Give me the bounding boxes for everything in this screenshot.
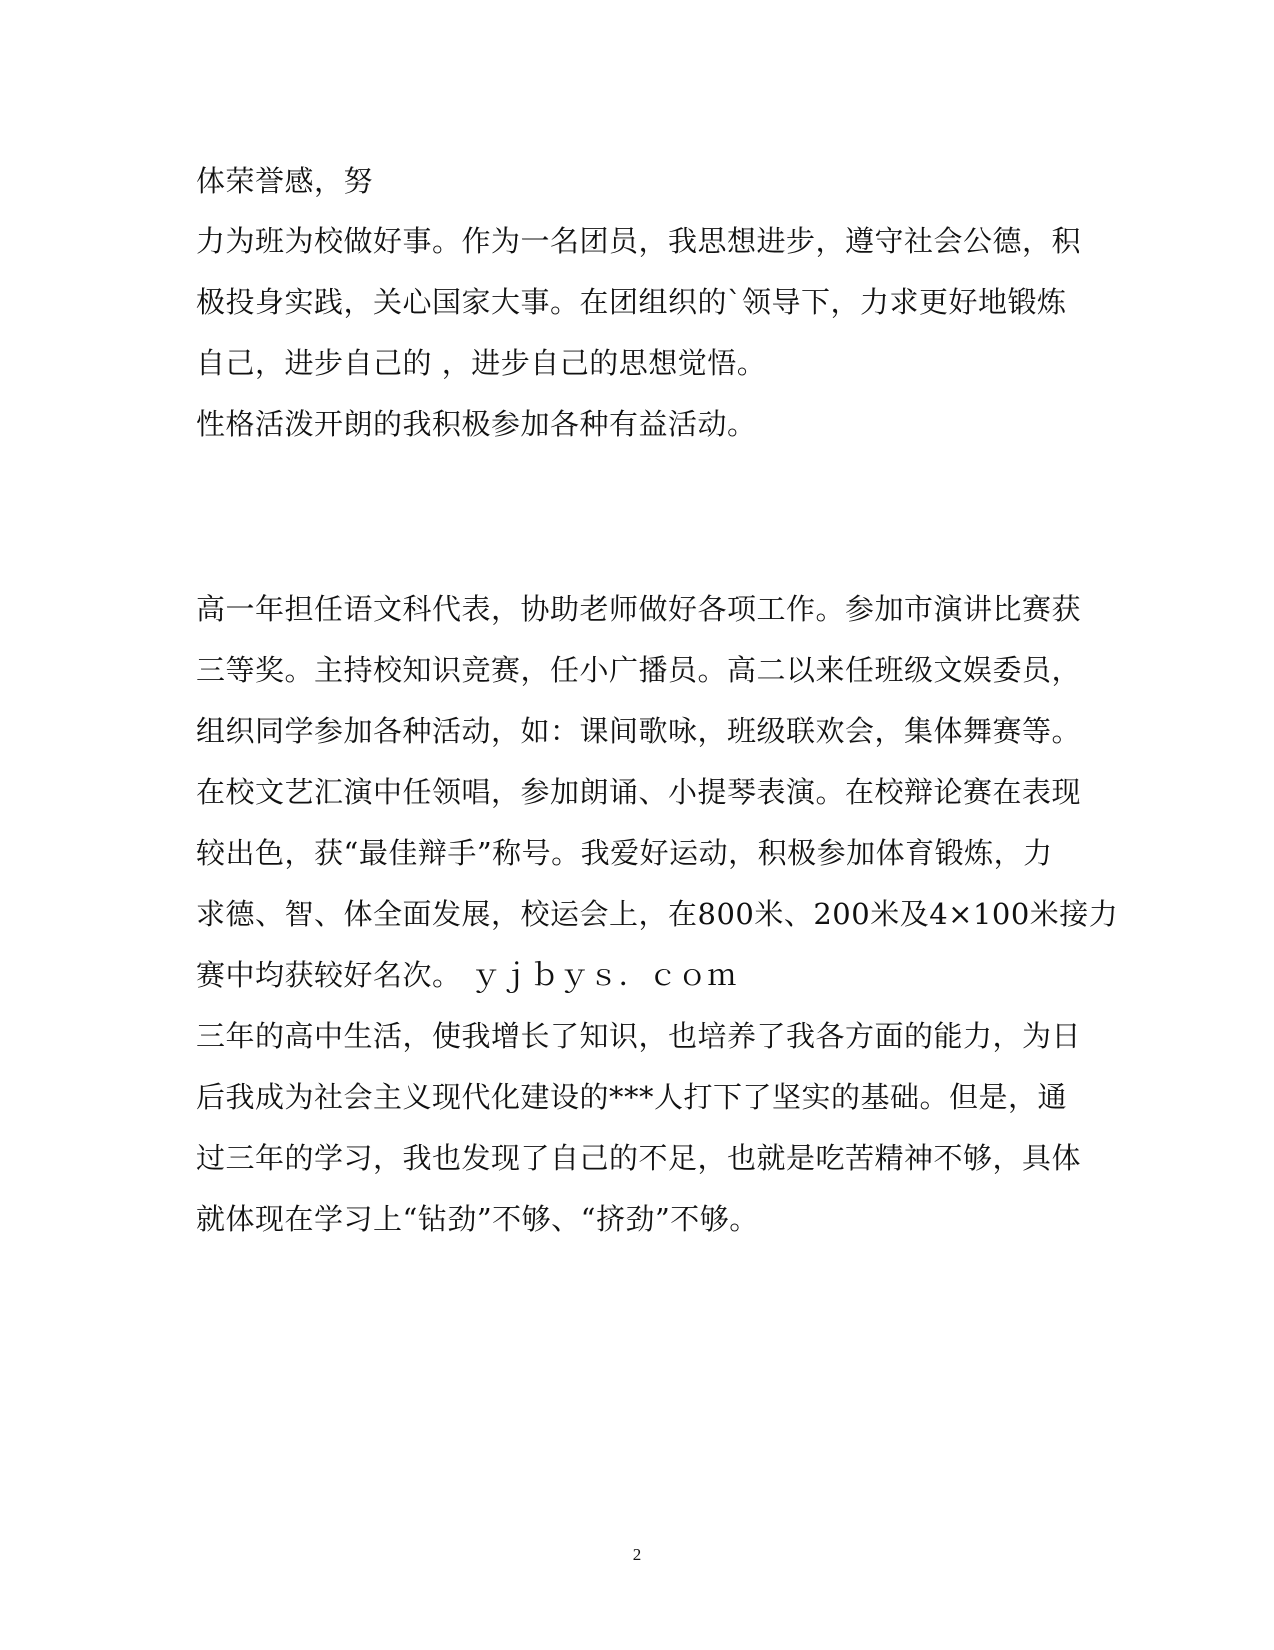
text-line: 高一年担任语文科代表，协助老师做好各项工作。参加市演讲比赛获 xyxy=(196,592,1082,626)
text-line: 过三年的学习，我也发现了自己的不足，也就是吃苦精神不够，具体 xyxy=(196,1141,1082,1175)
text-line: 就体现在学习上“钻劲”不够、“挤劲”不够。 xyxy=(196,1202,759,1236)
text-line: 力为班为校做好事。作为一名团员，我思想进步，遵守社会公德，积 xyxy=(196,224,1082,258)
text-line: 后我成为社会主义现代化建设的***人打下了坚实的基础。但是，通 xyxy=(196,1080,1068,1114)
text-line: 极投身实践，关心国家大事。在团组织的`领导下，力求更好地锻炼 xyxy=(196,285,1067,319)
text-line: 三年的高中生活，使我增长了知识，也培养了我各方面的能力，为日 xyxy=(196,1019,1082,1053)
text-line: 求德、智、体全面发展，校运会上，在800米、200米及4×100米接力 xyxy=(196,897,1119,931)
text-line: 赛中均获较好名次。 ｙｊｂｙｓ．ｃｏｍ xyxy=(196,958,737,992)
text-line: 三等奖。主持校知识竞赛，任小广播员。高二以来任班级文娱委员， xyxy=(196,653,1082,687)
text-line: 在校文艺汇演中任领唱，参加朗诵、小提琴表演。在校辩论赛在表现 xyxy=(196,775,1082,809)
text-line: 性格活泼开朗的我积极参加各种有益活动。 xyxy=(196,407,757,441)
text-line: 较出色，获“最佳辩手”称号。我爱好运动，积极参加体育锻炼，力 xyxy=(196,836,1053,870)
text-line: 自己，进步自己的 ，进步自己的思想觉悟。 xyxy=(196,346,767,380)
page-number: 2 xyxy=(632,1545,642,1564)
text-line: 组织同学参加各种活动，如：课间歌咏，班级联欢会，集体舞赛等。 xyxy=(196,714,1082,748)
text-line: 体荣誉感，努 xyxy=(196,164,374,198)
